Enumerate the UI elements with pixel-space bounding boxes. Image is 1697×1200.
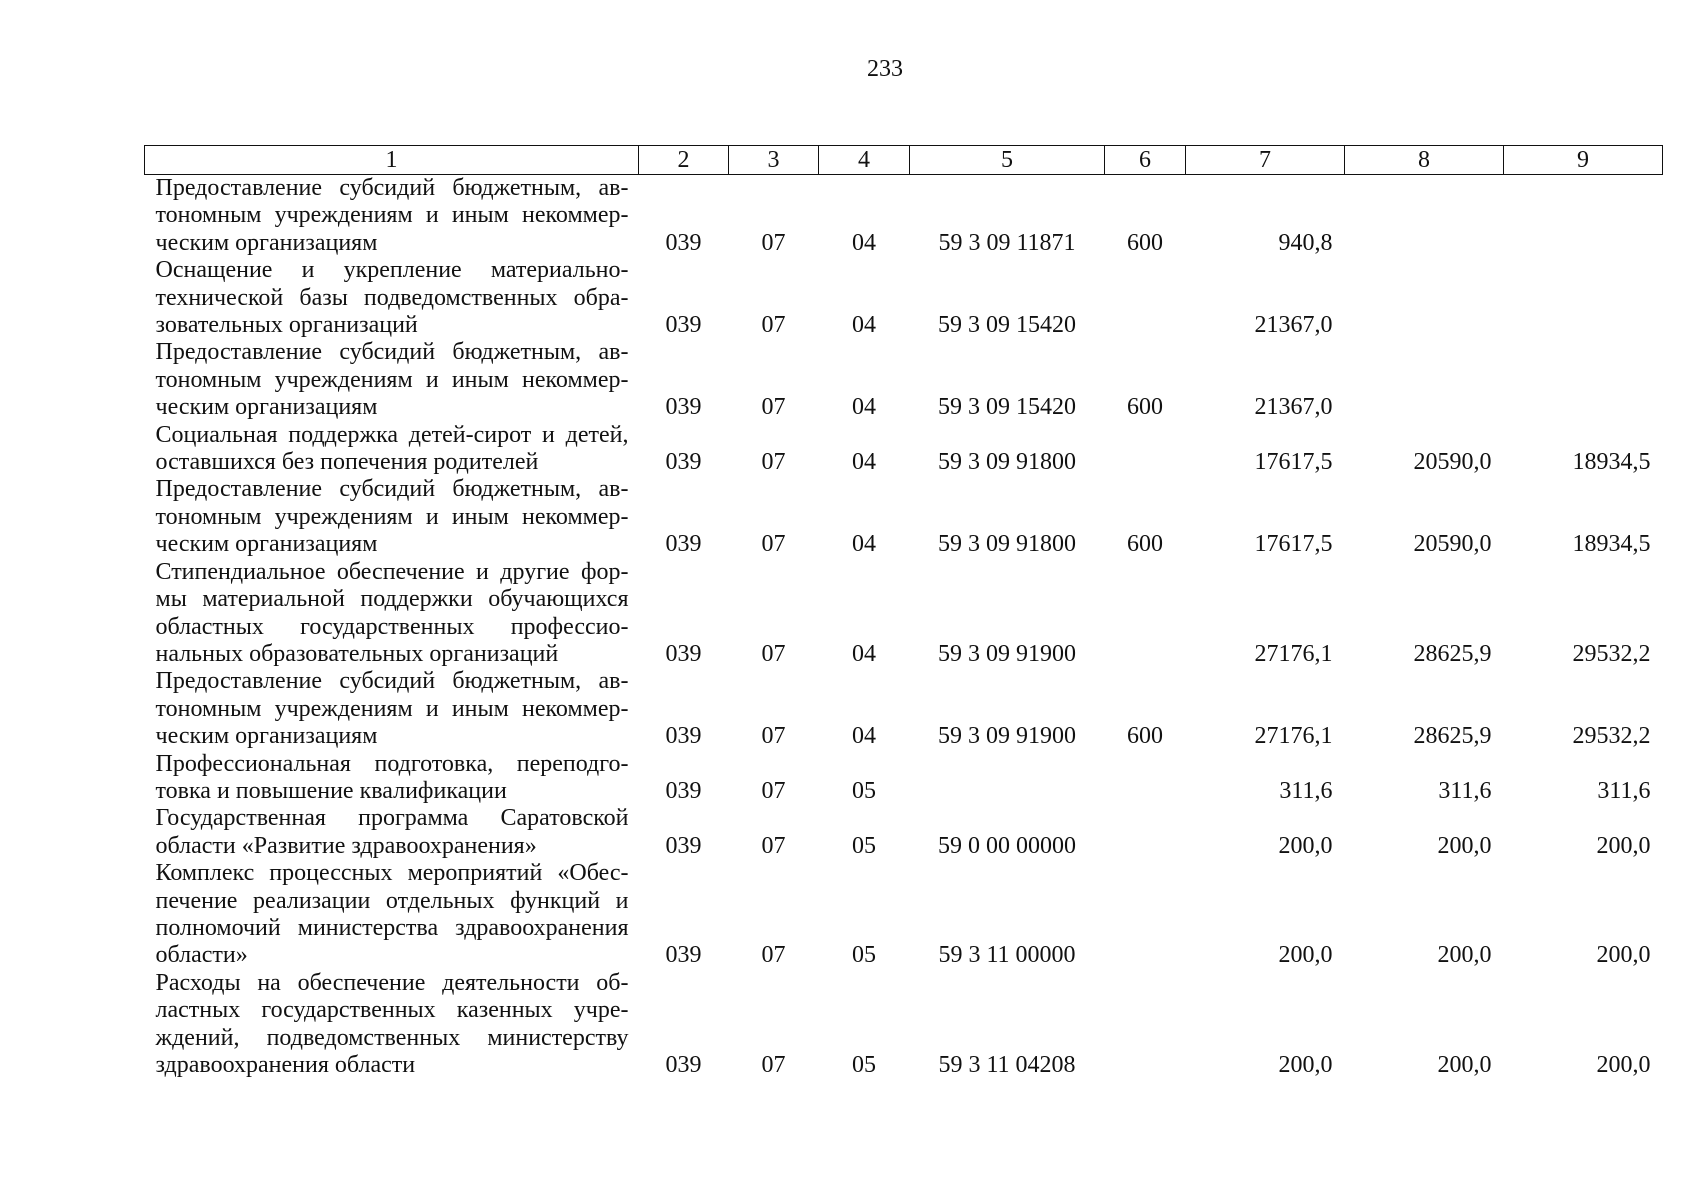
row-expense-type	[1105, 559, 1186, 669]
row-amount-3: 18934,5	[1572, 449, 1651, 476]
row-expense-type	[1105, 751, 1186, 806]
row-admin-code: 039	[665, 531, 702, 558]
row-section: 07	[761, 531, 786, 558]
row-section: 07	[761, 394, 786, 421]
table-body	[145, 175, 1663, 1080]
header-col-9: 9	[1504, 146, 1663, 175]
row-amount-3: 29532,2	[1572, 640, 1651, 667]
table-row	[145, 668, 1663, 750]
table-row	[145, 860, 1663, 970]
row-name: Предоставление субсидий бюджетным, автономным учреждениям и иным некоммерческим организациям	[155, 175, 629, 256]
row-amount-2: 20590,0	[1413, 531, 1492, 558]
header-col-1: 1	[145, 146, 639, 175]
row-section: 07	[761, 312, 786, 339]
row-section: 07	[761, 229, 786, 256]
row-expense-type: 600	[1127, 723, 1163, 750]
row-subsection: 04	[852, 640, 876, 667]
table-row	[145, 559, 1663, 669]
row-admin-code: 039	[665, 449, 702, 476]
row-expense-type: 600	[1127, 394, 1163, 421]
header-row	[145, 146, 1663, 175]
row-target-article: 59 3 11 04208	[938, 1052, 1076, 1078]
row-amount-1: 311,6	[1279, 777, 1333, 804]
row-amount-3	[1504, 175, 1663, 258]
row-name: Социальная поддержка детей-сирот и детей, оставшихся без попечения родителей	[155, 421, 629, 476]
header-col-7: 7	[1186, 146, 1345, 175]
row-admin-code: 039	[665, 229, 702, 256]
row-expense-type: 600	[1127, 229, 1163, 256]
row-amount-2: 28625,9	[1413, 723, 1492, 750]
row-amount-1: 940,8	[1278, 229, 1333, 256]
row-target-article: 59 3 11 00000	[938, 942, 1076, 969]
row-target-article: 59 3 09 15420	[938, 394, 1076, 421]
row-amount-1: 200,0	[1278, 1052, 1333, 1078]
table-row	[145, 476, 1663, 558]
table-row	[145, 257, 1663, 339]
row-expense-type	[1105, 257, 1186, 339]
row-amount-3: 311,6	[1597, 777, 1651, 804]
header-col-4: 4	[819, 146, 910, 175]
row-amount-2: 311,6	[1438, 777, 1492, 804]
row-amount-1: 21367,0	[1254, 394, 1333, 421]
row-amount-3: 200,0	[1596, 832, 1651, 859]
table-row	[145, 970, 1663, 1080]
row-section: 07	[761, 640, 786, 667]
table-row	[145, 339, 1663, 421]
row-amount-3	[1504, 339, 1663, 421]
row-amount-1: 27176,1	[1254, 640, 1333, 667]
row-amount-2: 200,0	[1437, 832, 1492, 859]
row-name: Предоставление субсидий бюджетным, автономным учреждениям и иным некоммерческим организациям	[155, 668, 629, 750]
row-section: 07	[761, 723, 786, 750]
row-subsection: 05	[852, 942, 876, 969]
row-name: Стипендиальное обеспечение и другие формы материальной поддержки обучающихся областных государственных профессиональных образовательных организаций	[155, 558, 629, 667]
row-name: Профессиональная подготовка, переподготовка и повышение квалификации	[155, 750, 629, 804]
row-name: Расходы на обеспечение деятельности областных государственных казенных учреждений, подведомственных министерству здравоохранения области	[155, 969, 629, 1078]
row-target-article: 59 3 09 91900	[938, 723, 1076, 750]
row-section: 07	[761, 449, 786, 476]
row-amount-3: 18934,5	[1572, 531, 1651, 558]
row-target-article: 59 3 09 11871	[938, 229, 1076, 256]
row-admin-code: 039	[665, 1052, 702, 1078]
row-admin-code: 039	[665, 942, 702, 969]
row-section: 07	[761, 832, 786, 859]
row-amount-2: 200,0	[1437, 942, 1492, 969]
row-admin-code: 039	[665, 832, 702, 859]
row-name: Предоставление субсидий бюджетным, автономным учреждениям и иным некоммерческим организациям	[155, 339, 629, 421]
row-subsection: 04	[852, 394, 876, 421]
row-admin-code: 039	[665, 640, 702, 667]
row-amount-1: 17617,5	[1254, 531, 1333, 558]
row-amount-3: 200,0	[1596, 942, 1651, 969]
table-row	[145, 751, 1663, 806]
row-amount-1: 27176,1	[1254, 723, 1333, 750]
row-expense-type	[1105, 422, 1186, 477]
row-subsection: 04	[852, 449, 876, 476]
row-section: 07	[761, 1052, 786, 1078]
row-name: Комплекс процессных мероприятий «Обеспечение реализации отдельных функций и полномочий министерства здравоохранения области»	[155, 860, 629, 969]
row-amount-1: 200,0	[1278, 942, 1333, 969]
row-name: Предоставление субсидий бюджетным, автономным учреждениям и иным некоммерческим организациям	[155, 476, 629, 558]
budget-table	[144, 145, 1663, 1079]
row-admin-code: 039	[665, 394, 702, 421]
row-subsection: 05	[852, 832, 876, 859]
row-subsection: 04	[852, 531, 876, 558]
row-subsection: 05	[852, 1052, 876, 1078]
table-row	[145, 175, 1663, 258]
row-expense-type	[1105, 970, 1186, 1080]
table-row	[145, 422, 1663, 477]
header-col-6: 6	[1105, 146, 1186, 175]
row-amount-2	[1345, 175, 1504, 258]
row-expense-type	[1105, 805, 1186, 860]
row-subsection: 04	[852, 723, 876, 750]
header-col-5: 5	[910, 146, 1105, 175]
row-name: Оснащение и укрепление материально-технической базы подведомственных образовательных организаций	[155, 257, 629, 339]
row-target-article	[910, 751, 1105, 806]
header-col-3: 3	[729, 146, 819, 175]
row-amount-1: 200,0	[1278, 832, 1333, 859]
page-number: 233	[867, 56, 903, 82]
row-amount-2	[1345, 339, 1504, 421]
row-subsection: 05	[852, 777, 876, 804]
row-target-article: 59 3 09 91800	[938, 531, 1076, 558]
row-target-article: 59 3 09 91900	[938, 640, 1076, 667]
row-section: 07	[761, 777, 786, 804]
row-admin-code: 039	[665, 777, 702, 804]
row-expense-type	[1105, 860, 1186, 970]
row-section: 07	[761, 942, 786, 969]
row-subsection: 04	[852, 312, 876, 339]
row-target-article: 59 0 00 00000	[938, 832, 1076, 859]
row-target-article: 59 3 09 91800	[938, 449, 1076, 476]
row-amount-3: 29532,2	[1572, 723, 1651, 750]
row-amount-1: 21367,0	[1254, 312, 1333, 339]
row-expense-type: 600	[1127, 531, 1163, 558]
row-name: Государственная программа Саратовской области «Развитие здравоохранения»	[155, 805, 629, 859]
header-col-2: 2	[639, 146, 729, 175]
row-amount-2: 28625,9	[1413, 640, 1492, 667]
row-amount-2	[1345, 257, 1504, 339]
row-amount-1: 17617,5	[1254, 449, 1333, 476]
row-amount-3: 200,0	[1596, 1052, 1651, 1078]
row-amount-3	[1504, 257, 1663, 339]
row-admin-code: 039	[665, 312, 702, 339]
row-amount-2: 20590,0	[1413, 449, 1492, 476]
header-col-8: 8	[1345, 146, 1504, 175]
table-header	[145, 146, 1663, 175]
row-subsection: 04	[852, 229, 876, 256]
row-amount-2: 200,0	[1437, 1052, 1492, 1078]
row-admin-code: 039	[665, 723, 702, 750]
table-row	[145, 805, 1663, 860]
row-target-article: 59 3 09 15420	[938, 312, 1076, 339]
